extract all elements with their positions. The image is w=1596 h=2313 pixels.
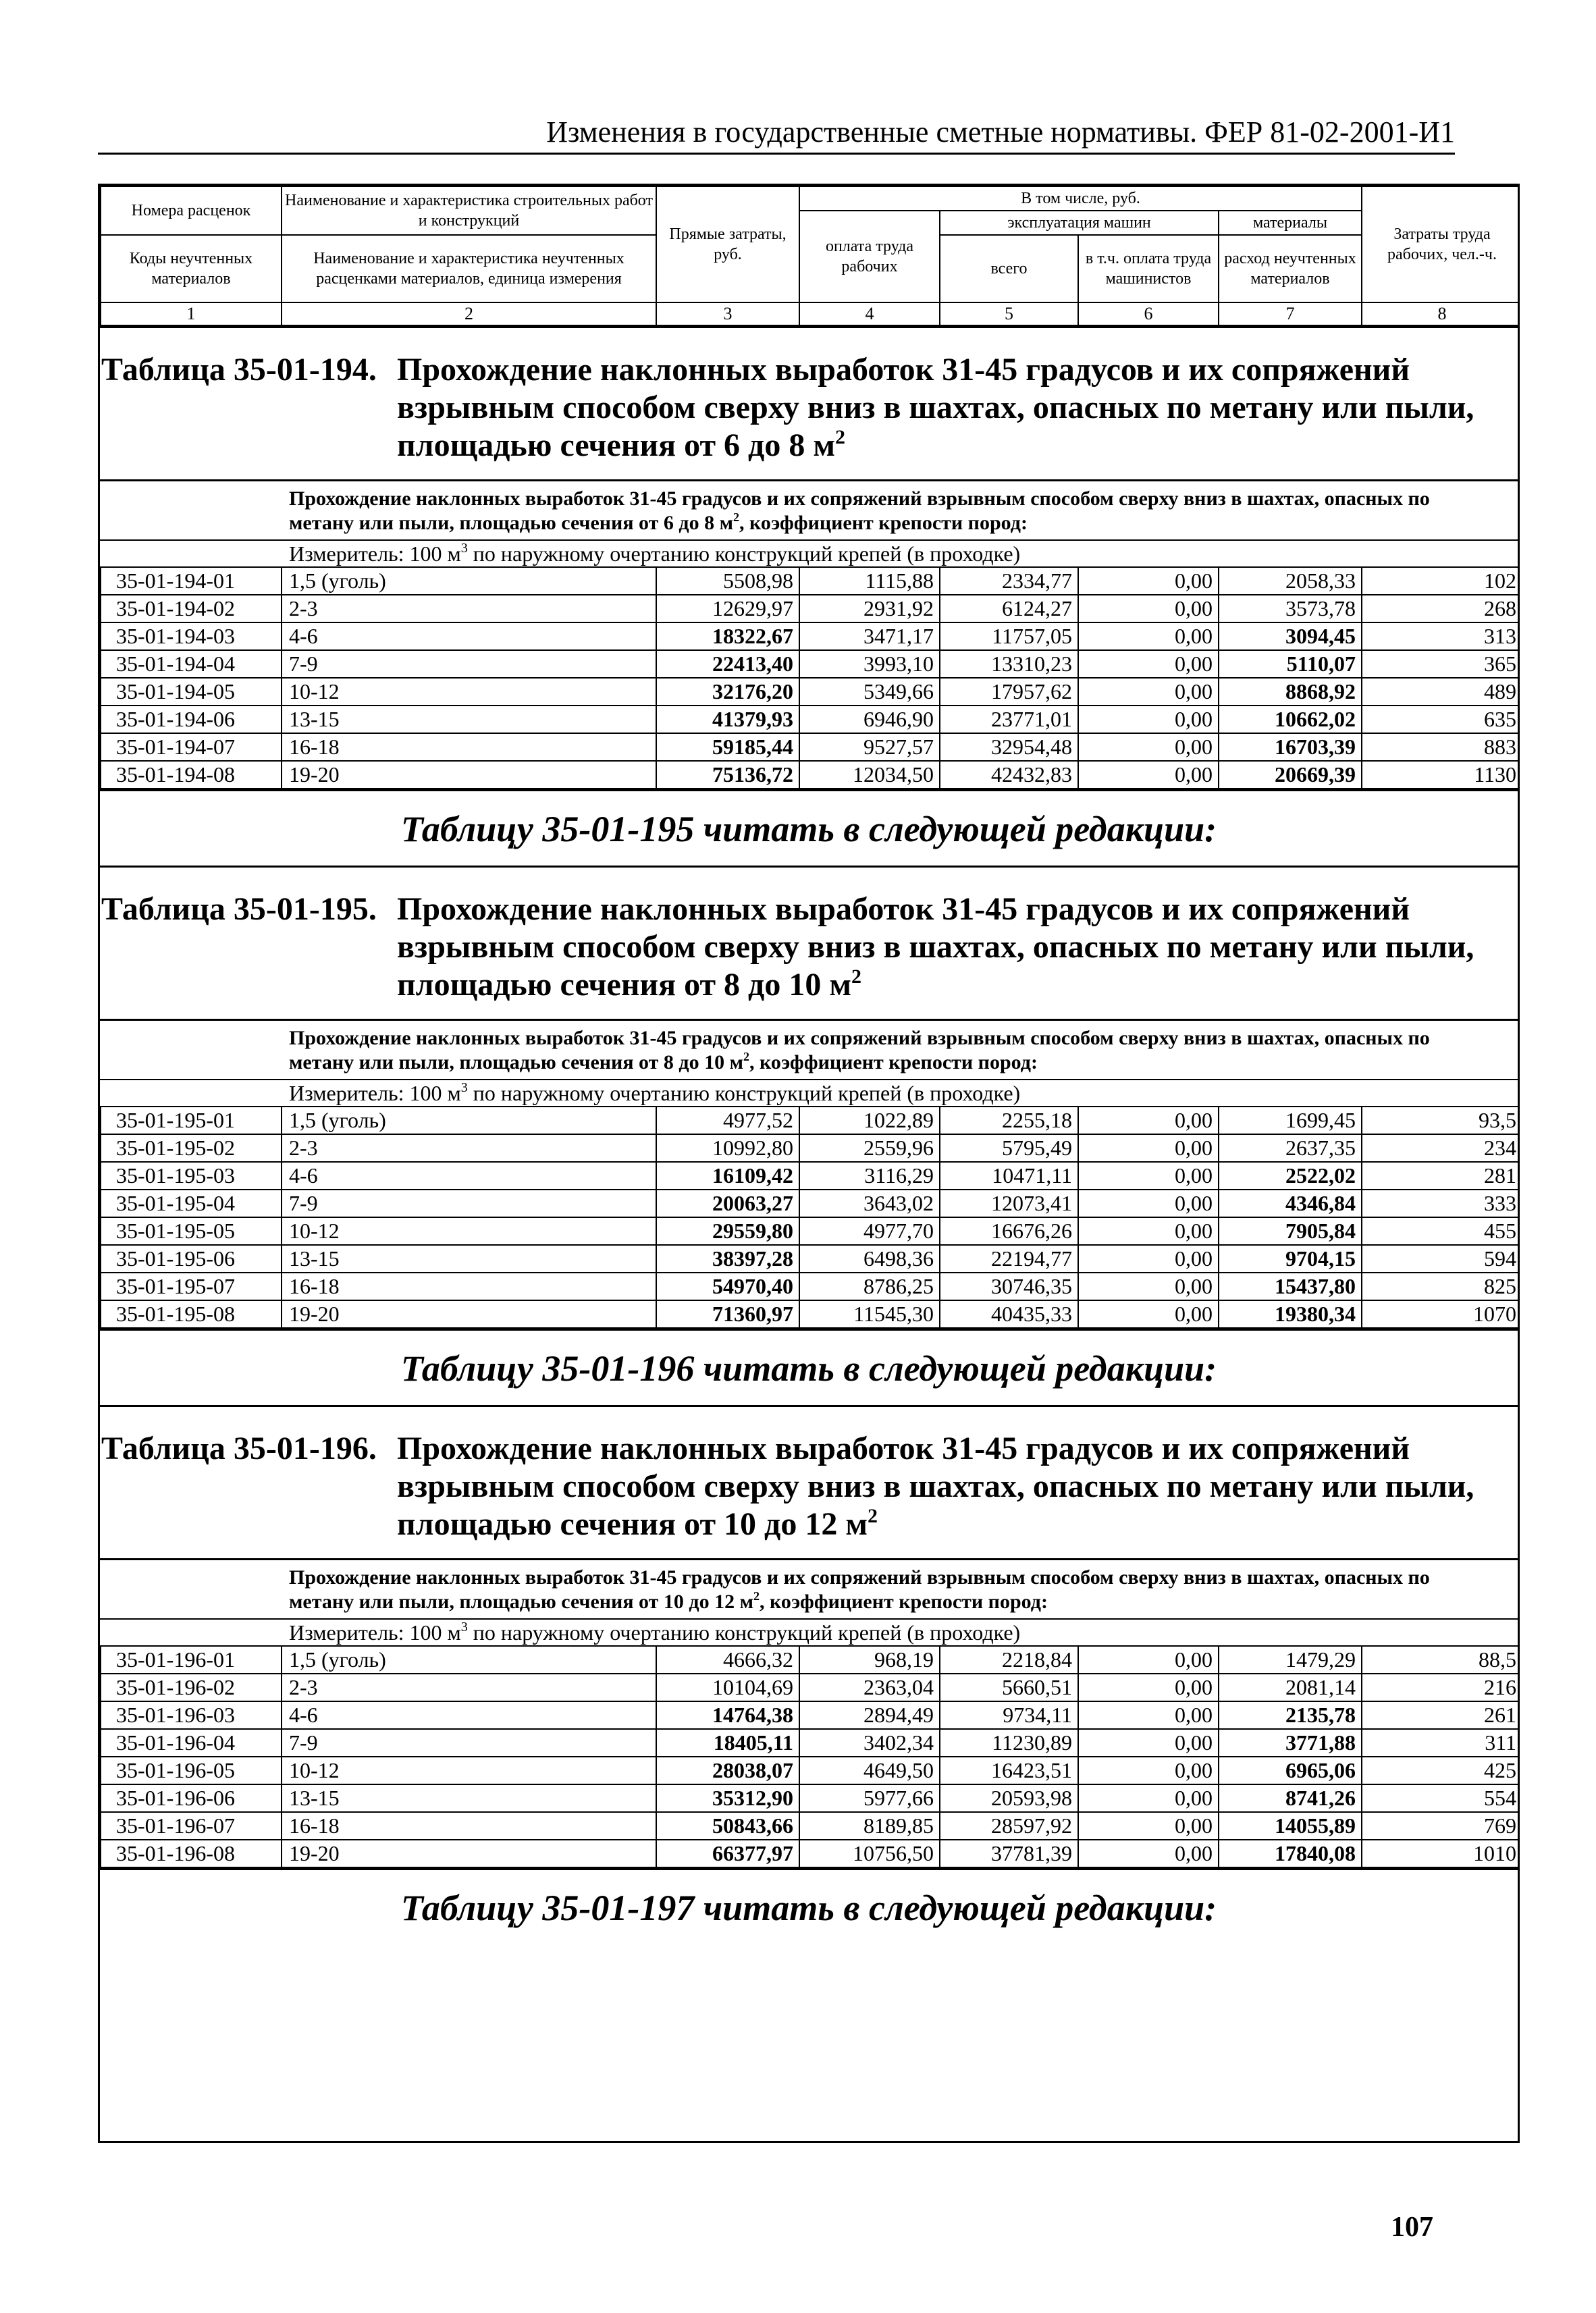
work-name: 16-18 xyxy=(282,1273,656,1300)
worker-pay: 11545,30 xyxy=(799,1300,940,1328)
materials-cost: 19380,34 xyxy=(1219,1300,1362,1328)
worker-pay: 3116,29 xyxy=(799,1162,940,1190)
table-row xyxy=(101,733,1520,761)
materials-cost: 1479,29 xyxy=(1219,1646,1362,1674)
table-label: Таблица 35-01-195. xyxy=(101,891,377,927)
machines-total: 2218,84 xyxy=(940,1646,1078,1674)
labor-hours: 635 xyxy=(1362,706,1520,733)
table-label: Таблица 35-01-196. xyxy=(101,1431,377,1466)
table-row xyxy=(101,678,1520,706)
work-name: 7-9 xyxy=(282,1190,656,1217)
worker-pay: 3993,10 xyxy=(799,650,940,678)
rate-code: 35-01-194-05 xyxy=(101,678,282,706)
page-number: 107 xyxy=(1391,2212,1433,2243)
edition-notice: Таблицу 35-01-196 читать в следующей редакции: xyxy=(100,1329,1518,1405)
col-work-name: Наименование и характеристика строительных работ и конструкций xyxy=(282,186,656,235)
machines-total: 16423,51 xyxy=(940,1757,1078,1784)
direct-costs: 32176,20 xyxy=(656,678,799,706)
machines-total: 9734,11 xyxy=(940,1701,1078,1729)
machines-total: 6124,27 xyxy=(940,595,1078,622)
labor-hours: 216 xyxy=(1362,1674,1520,1701)
rate-code: 35-01-196-01 xyxy=(101,1646,282,1674)
worker-pay: 10756,50 xyxy=(799,1840,940,1867)
rate-code: 35-01-195-04 xyxy=(101,1190,282,1217)
table-row xyxy=(101,1729,1520,1757)
materials-cost: 3771,88 xyxy=(1219,1729,1362,1757)
rate-table-section xyxy=(100,326,1518,866)
table-description: Прохождение наклонных выработок 31-45 градусов и их сопряжений взрывным способом сверху вниз в шахтах, опасных по метану или пыли, площадью сечения от 8 до 10 $м^2$, коэффициент крепости пород: xyxy=(100,1019,1518,1079)
rate-code: 35-01-196-06 xyxy=(101,1784,282,1812)
machines-total: 42432,83 xyxy=(940,761,1078,789)
table-row xyxy=(101,1784,1520,1812)
machinist-pay: 0,00 xyxy=(1078,1273,1219,1300)
machinist-pay: 0,00 xyxy=(1078,1646,1219,1674)
labor-hours: 234 xyxy=(1362,1134,1520,1162)
worker-pay: 5349,66 xyxy=(799,678,940,706)
rate-code: 35-01-194-03 xyxy=(101,622,282,650)
work-name: 7-9 xyxy=(282,1729,656,1757)
materials-cost: 2058,33 xyxy=(1219,567,1362,595)
direct-costs: 35312,90 xyxy=(656,1784,799,1812)
machinist-pay: 0,00 xyxy=(1078,1812,1219,1840)
labor-hours: 311 xyxy=(1362,1729,1520,1757)
work-name: 7-9 xyxy=(282,650,656,678)
direct-costs: 10104,69 xyxy=(656,1674,799,1701)
worker-pay: 2559,96 xyxy=(799,1134,940,1162)
table-title-text: Прохождение наклонных выработок 31-45 градусов и их сопряжений взрывным способом сверху вниз в шахтах, опасных по метану или пыли, площадью сечения от 8 до 10 $м^2$ xyxy=(397,891,1474,1003)
materials-cost: 4346,84 xyxy=(1219,1190,1362,1217)
machinist-pay: 0,00 xyxy=(1078,733,1219,761)
table-row xyxy=(101,1217,1520,1245)
labor-hours: 365 xyxy=(1362,650,1520,678)
rate-code: 35-01-196-02 xyxy=(101,1674,282,1701)
machines-total: 12073,41 xyxy=(940,1190,1078,1217)
work-name: 2-3 xyxy=(282,1674,656,1701)
machinist-pay: 0,00 xyxy=(1078,1674,1219,1701)
labor-hours: 88,5 xyxy=(1362,1646,1520,1674)
labor-hours: 93,5 xyxy=(1362,1107,1520,1134)
document-frame xyxy=(98,184,1520,2143)
work-name: 13-15 xyxy=(282,1245,656,1273)
direct-costs: 38397,28 xyxy=(656,1245,799,1273)
machinist-pay: 0,00 xyxy=(1078,1134,1219,1162)
labor-hours: 261 xyxy=(1362,1701,1520,1729)
col-material-names: Наименование и характеристика неучтенных расценками материалов, единица измерения xyxy=(282,235,656,302)
materials-cost: 9704,15 xyxy=(1219,1245,1362,1273)
table-title-text: Прохождение наклонных выработок 31-45 градусов и их сопряжений взрывным способом сверху вниз в шахтах, опасных по метану или пыли, площадью сечения от 10 до 12 $м^2$ xyxy=(397,1431,1474,1542)
machines-total: 17957,62 xyxy=(940,678,1078,706)
table-row xyxy=(101,1701,1520,1729)
table-row xyxy=(101,1646,1520,1674)
table-row xyxy=(101,1840,1520,1867)
labor-hours: 281 xyxy=(1362,1162,1520,1190)
work-name: 1,5 (уголь) xyxy=(282,567,656,595)
machinist-pay: 0,00 xyxy=(1078,1840,1219,1867)
col-material-codes: Коды неучтенных материалов xyxy=(101,235,282,302)
col-material-usage: расход неучтенных материалов xyxy=(1219,235,1362,302)
materials-cost: 3573,78 xyxy=(1219,595,1362,622)
machinist-pay: 0,00 xyxy=(1078,1701,1219,1729)
machinist-pay: 0,00 xyxy=(1078,706,1219,733)
worker-pay: 5977,66 xyxy=(799,1784,940,1812)
materials-cost: 10662,02 xyxy=(1219,706,1362,733)
machines-total: 37781,39 xyxy=(940,1840,1078,1867)
rate-code: 35-01-196-08 xyxy=(101,1840,282,1867)
machinist-pay: 0,00 xyxy=(1078,761,1219,789)
direct-costs: 50843,66 xyxy=(656,1812,799,1840)
machinist-pay: 0,00 xyxy=(1078,595,1219,622)
table-row xyxy=(101,1674,1520,1701)
machinist-pay: 0,00 xyxy=(1078,567,1219,595)
direct-costs: 20063,27 xyxy=(656,1190,799,1217)
rate-table-section xyxy=(100,866,1518,1405)
table-row xyxy=(101,1190,1520,1217)
table-title xyxy=(100,1407,1518,1558)
machines-total: 2255,18 xyxy=(940,1107,1078,1134)
direct-costs: 66377,97 xyxy=(656,1840,799,1867)
table-title-text: Прохождение наклонных выработок 31-45 градусов и их сопряжений взрывным способом сверху вниз в шахтах, опасных по метану или пыли, площадью сечения от 6 до 8 $м^2$ xyxy=(397,352,1474,463)
machinist-pay: 0,00 xyxy=(1078,1300,1219,1328)
rate-code: 35-01-194-02 xyxy=(101,595,282,622)
machines-total: 23771,01 xyxy=(940,706,1078,733)
worker-pay: 8786,25 xyxy=(799,1273,940,1300)
labor-hours: 1010 xyxy=(1362,1840,1520,1867)
materials-cost: 20669,39 xyxy=(1219,761,1362,789)
table-row xyxy=(101,761,1520,789)
rate-code: 35-01-195-08 xyxy=(101,1300,282,1328)
col-materials: материалы xyxy=(1219,211,1362,235)
col-rate-number: Номера расценок xyxy=(101,186,282,235)
table-row xyxy=(101,1162,1520,1190)
worker-pay: 4977,70 xyxy=(799,1217,940,1245)
table-label: Таблица 35-01-194. xyxy=(101,352,377,388)
col-direct-costs: Прямые затраты, руб. xyxy=(656,186,799,302)
machines-total: 20593,98 xyxy=(940,1784,1078,1812)
column-number: 8 xyxy=(1362,302,1520,325)
work-name: 2-3 xyxy=(282,595,656,622)
materials-cost: 8741,26 xyxy=(1219,1784,1362,1812)
work-name: 4-6 xyxy=(282,622,656,650)
machinist-pay: 0,00 xyxy=(1078,1729,1219,1757)
direct-costs: 4666,32 xyxy=(656,1646,799,1674)
labor-hours: 594 xyxy=(1362,1245,1520,1273)
table-row xyxy=(101,1273,1520,1300)
machines-total: 11230,89 xyxy=(940,1729,1078,1757)
table-row xyxy=(101,1134,1520,1162)
machines-total: 22194,77 xyxy=(940,1245,1078,1273)
machinist-pay: 0,00 xyxy=(1078,1245,1219,1273)
column-number: 6 xyxy=(1078,302,1219,325)
labor-hours: 333 xyxy=(1362,1190,1520,1217)
materials-cost: 6965,06 xyxy=(1219,1757,1362,1784)
direct-costs: 14764,38 xyxy=(656,1701,799,1729)
column-number: 2 xyxy=(282,302,656,325)
rate-code: 35-01-194-06 xyxy=(101,706,282,733)
worker-pay: 6498,36 xyxy=(799,1245,940,1273)
table-measure-unit: Измеритель: 100 $м^3$ по наружному очертанию конструкций крепей (в проходке) xyxy=(100,1618,1518,1645)
materials-cost: 3094,45 xyxy=(1219,622,1362,650)
work-name: 4-6 xyxy=(282,1162,656,1190)
direct-costs: 10992,80 xyxy=(656,1134,799,1162)
work-name: 19-20 xyxy=(282,761,656,789)
column-number: 7 xyxy=(1219,302,1362,325)
machines-total: 32954,48 xyxy=(940,733,1078,761)
page-header: Изменения в государственные сметные нормативы. ФЕР 81-02-2001-И1 xyxy=(98,113,1455,155)
worker-pay: 6946,90 xyxy=(799,706,940,733)
rate-code: 35-01-194-07 xyxy=(101,733,282,761)
machines-total: 5660,51 xyxy=(940,1674,1078,1701)
rate-code: 35-01-194-01 xyxy=(101,567,282,595)
rate-code: 35-01-195-02 xyxy=(101,1134,282,1162)
col-worker-pay: оплата труда рабочих xyxy=(799,211,940,302)
col-including: В том числе, руб. xyxy=(799,186,1362,211)
work-name: 13-15 xyxy=(282,1784,656,1812)
rate-code: 35-01-194-08 xyxy=(101,761,282,789)
machines-total: 10471,11 xyxy=(940,1162,1078,1190)
work-name: 16-18 xyxy=(282,1812,656,1840)
materials-cost: 2135,78 xyxy=(1219,1701,1362,1729)
worker-pay: 1022,89 xyxy=(799,1107,940,1134)
labor-hours: 489 xyxy=(1362,678,1520,706)
rate-code: 35-01-194-04 xyxy=(101,650,282,678)
labor-hours: 883 xyxy=(1362,733,1520,761)
labor-hours: 455 xyxy=(1362,1217,1520,1245)
direct-costs: 54970,40 xyxy=(656,1273,799,1300)
work-name: 13-15 xyxy=(282,706,656,733)
edition-notice: Таблицу 35-01-195 читать в следующей редакции: xyxy=(100,789,1518,866)
table-description: Прохождение наклонных выработок 31-45 градусов и их сопряжений взрывным способом сверху вниз в шахтах, опасных по метану или пыли, площадью сечения от 10 до 12 $м^2$, коэффициент крепости пород: xyxy=(100,1558,1518,1618)
direct-costs: 5508,98 xyxy=(656,567,799,595)
work-name: 4-6 xyxy=(282,1701,656,1729)
direct-costs: 28038,07 xyxy=(656,1757,799,1784)
direct-costs: 75136,72 xyxy=(656,761,799,789)
materials-cost: 14055,89 xyxy=(1219,1812,1362,1840)
materials-cost: 1699,45 xyxy=(1219,1107,1362,1134)
direct-costs: 29559,80 xyxy=(656,1217,799,1245)
machines-total: 28597,92 xyxy=(940,1812,1078,1840)
rate-code: 35-01-196-05 xyxy=(101,1757,282,1784)
work-name: 10-12 xyxy=(282,1217,656,1245)
materials-cost: 2081,14 xyxy=(1219,1674,1362,1701)
column-header xyxy=(100,186,1520,326)
rate-code: 35-01-195-07 xyxy=(101,1273,282,1300)
table-row xyxy=(101,1757,1520,1784)
table-row xyxy=(101,706,1520,733)
worker-pay: 2931,92 xyxy=(799,595,940,622)
machines-total: 2334,77 xyxy=(940,567,1078,595)
work-name: 19-20 xyxy=(282,1840,656,1867)
table-measure-unit: Измеритель: 100 $м^3$ по наружному очертанию конструкций крепей (в проходке) xyxy=(100,1079,1518,1106)
table-measure-unit: Измеритель: 100 $м^3$ по наружному очертанию конструкций крепей (в проходке) xyxy=(100,539,1518,566)
labor-hours: 425 xyxy=(1362,1757,1520,1784)
direct-costs: 16109,42 xyxy=(656,1162,799,1190)
column-number: 5 xyxy=(940,302,1078,325)
machinist-pay: 0,00 xyxy=(1078,1107,1219,1134)
labor-hours: 102 xyxy=(1362,567,1520,595)
table-row xyxy=(101,595,1520,622)
table-row xyxy=(101,1107,1520,1134)
direct-costs: 4977,52 xyxy=(656,1107,799,1134)
machinist-pay: 0,00 xyxy=(1078,622,1219,650)
worker-pay: 9527,57 xyxy=(799,733,940,761)
table-row xyxy=(101,622,1520,650)
work-name: 10-12 xyxy=(282,678,656,706)
col-machines: эксплуатация машин xyxy=(940,211,1219,235)
materials-cost: 2522,02 xyxy=(1219,1162,1362,1190)
direct-costs: 12629,97 xyxy=(656,595,799,622)
rates-table xyxy=(100,1645,1520,1868)
worker-pay: 1115,88 xyxy=(799,567,940,595)
direct-costs: 18405,11 xyxy=(656,1729,799,1757)
machines-total: 13310,23 xyxy=(940,650,1078,678)
column-number: 3 xyxy=(656,302,799,325)
rate-code: 35-01-195-05 xyxy=(101,1217,282,1245)
machines-total: 11757,05 xyxy=(940,622,1078,650)
labor-hours: 1070 xyxy=(1362,1300,1520,1328)
col-machines-total: всего xyxy=(940,235,1078,302)
worker-pay: 8189,85 xyxy=(799,1812,940,1840)
table-title xyxy=(100,868,1518,1019)
labor-hours: 825 xyxy=(1362,1273,1520,1300)
work-name: 19-20 xyxy=(282,1300,656,1328)
materials-cost: 8868,92 xyxy=(1219,678,1362,706)
rate-code: 35-01-196-07 xyxy=(101,1812,282,1840)
labor-hours: 1130 xyxy=(1362,761,1520,789)
column-number: 4 xyxy=(799,302,940,325)
machinist-pay: 0,00 xyxy=(1078,678,1219,706)
machinist-pay: 0,00 xyxy=(1078,1162,1219,1190)
worker-pay: 12034,50 xyxy=(799,761,940,789)
rate-code: 35-01-196-03 xyxy=(101,1701,282,1729)
work-name: 10-12 xyxy=(282,1757,656,1784)
work-name: 1,5 (уголь) xyxy=(282,1646,656,1674)
col-labor-hours: Затраты труда рабочих, чел.-ч. xyxy=(1362,186,1520,302)
rate-code: 35-01-196-04 xyxy=(101,1729,282,1757)
table-row xyxy=(101,567,1520,595)
worker-pay: 3643,02 xyxy=(799,1190,940,1217)
direct-costs: 18322,67 xyxy=(656,622,799,650)
materials-cost: 2637,35 xyxy=(1219,1134,1362,1162)
worker-pay: 3471,17 xyxy=(799,622,940,650)
worker-pay: 968,19 xyxy=(799,1646,940,1674)
table-row xyxy=(101,1812,1520,1840)
materials-cost: 5110,07 xyxy=(1219,650,1362,678)
work-name: 16-18 xyxy=(282,733,656,761)
work-name: 1,5 (уголь) xyxy=(282,1107,656,1134)
labor-hours: 554 xyxy=(1362,1784,1520,1812)
table-row xyxy=(101,650,1520,678)
worker-pay: 2894,49 xyxy=(799,1701,940,1729)
labor-hours: 769 xyxy=(1362,1812,1520,1840)
machines-total: 16676,26 xyxy=(940,1217,1078,1245)
rates-table xyxy=(100,566,1520,789)
table-row xyxy=(101,1300,1520,1328)
materials-cost: 17840,08 xyxy=(1219,1840,1362,1867)
rate-table-section xyxy=(100,1405,1518,1944)
col-machinist-pay: в т.ч. оплата труда машинистов xyxy=(1078,235,1219,302)
machines-total: 40435,33 xyxy=(940,1300,1078,1328)
table-row xyxy=(101,1245,1520,1273)
machinist-pay: 0,00 xyxy=(1078,1190,1219,1217)
machines-total: 5795,49 xyxy=(940,1134,1078,1162)
direct-costs: 71360,97 xyxy=(656,1300,799,1328)
machinist-pay: 0,00 xyxy=(1078,1757,1219,1784)
work-name: 2-3 xyxy=(282,1134,656,1162)
materials-cost: 15437,80 xyxy=(1219,1273,1362,1300)
table-description: Прохождение наклонных выработок 31-45 градусов и их сопряжений взрывным способом сверху вниз в шахтах, опасных по метану или пыли, площадью сечения от 6 до 8 $м^2$, коэффициент крепости пород: xyxy=(100,479,1518,539)
machinist-pay: 0,00 xyxy=(1078,650,1219,678)
direct-costs: 59185,44 xyxy=(656,733,799,761)
worker-pay: 4649,50 xyxy=(799,1757,940,1784)
machinist-pay: 0,00 xyxy=(1078,1217,1219,1245)
rate-code: 35-01-195-01 xyxy=(101,1107,282,1134)
materials-cost: 7905,84 xyxy=(1219,1217,1362,1245)
rate-code: 35-01-195-06 xyxy=(101,1245,282,1273)
column-number: 1 xyxy=(101,302,282,325)
labor-hours: 268 xyxy=(1362,595,1520,622)
rate-code: 35-01-195-03 xyxy=(101,1162,282,1190)
worker-pay: 3402,34 xyxy=(799,1729,940,1757)
edition-notice: Таблицу 35-01-197 читать в следующей редакции: xyxy=(100,1868,1518,1944)
worker-pay: 2363,04 xyxy=(799,1674,940,1701)
rates-table xyxy=(100,1106,1520,1329)
machinist-pay: 0,00 xyxy=(1078,1784,1219,1812)
direct-costs: 41379,93 xyxy=(656,706,799,733)
machines-total: 30746,35 xyxy=(940,1273,1078,1300)
table-title xyxy=(100,328,1518,479)
labor-hours: 313 xyxy=(1362,622,1520,650)
materials-cost: 16703,39 xyxy=(1219,733,1362,761)
direct-costs: 22413,40 xyxy=(656,650,799,678)
